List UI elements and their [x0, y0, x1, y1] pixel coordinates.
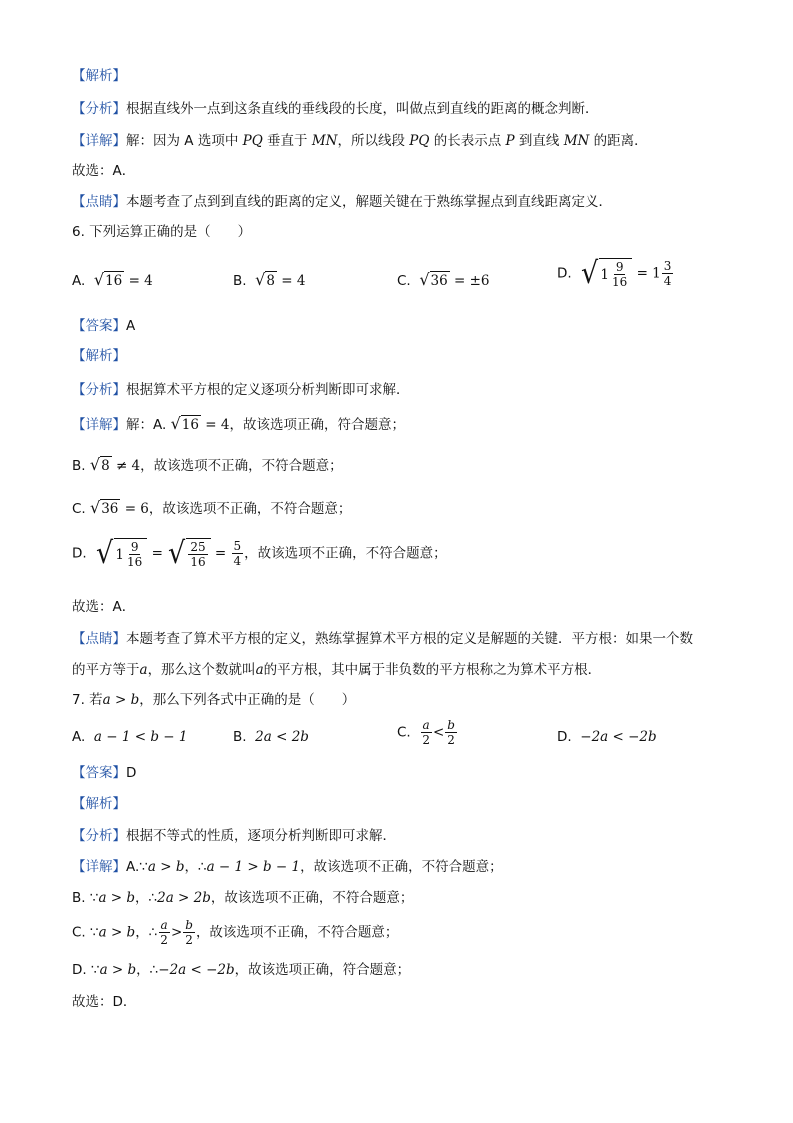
- q6-jiexi-heading: 【解析】: [72, 348, 126, 364]
- q6-dianjing-2: 的平方等于a，那么这个数就叫a的平方根，其中属于非负数的平方根称之为算术平方根．: [72, 662, 602, 678]
- q7-stem: 7. 若a > b，那么下列各式中正确的是（ ）: [72, 692, 356, 708]
- q6-stem: 6. 下列运算正确的是（ ）: [72, 224, 252, 240]
- q6-option-a: A. √16 = 4: [72, 270, 153, 289]
- q5-dianjing: 【点睛】本题考查了点到到直线的距离的定义，解题关键在于熟练掌握点到直线距离定义．: [72, 194, 612, 210]
- sqrt-sign: √: [419, 270, 430, 289]
- q6-option-b: B. √8 = 4: [233, 270, 306, 289]
- q7-option-b: B. 2a < 2b: [233, 729, 309, 745]
- sqrt-sign: √: [93, 270, 105, 289]
- q5-jiexi-heading: 【解析】: [72, 68, 126, 84]
- q7-fenxi: 【分析】根据不等式的性质，逐项分析判断即可求解．: [72, 828, 396, 844]
- q7-option-c: C. $\frac{a}{2}$ < $\frac{b}{2}$: [397, 718, 455, 747]
- q6-answer: 【答案】A: [72, 318, 136, 334]
- q7-detail-a: 【详解】A.∵a > b，∴a − 1 > b − 1，故该选项不正确，不符合题意；: [72, 859, 503, 875]
- q6-option-c: C. √36 = ±6: [397, 270, 490, 289]
- sqrt-sign: √: [255, 270, 266, 289]
- q7-detail-b: B. ∵a > b，∴2a > 2b，故该选项不正确，不符合题意；: [72, 890, 414, 906]
- q6-detail-c: C. √36 = 6，故该选项不正确，不符合题意；: [72, 498, 352, 517]
- q6-fenxi: 【分析】根据算术平方根的定义逐项分析判断即可求解．: [72, 382, 410, 398]
- q7-detail-c: C. ∵a > b，∴ $\frac{a}{2}$ > $\frac{b}{2}$ ，故该选项不正确，不符合题意；: [72, 918, 399, 947]
- q7-guxuan: 故选：D．: [72, 994, 137, 1010]
- q5-xiangjie: 【详解】解：因为 A 选项中 PQ 垂直于 MN，所以线段 PQ 的长表示点 P 到直线 MN 的距离．: [72, 133, 648, 149]
- sqrt-expression: √ 1 $\frac{9}{16}$: [580, 258, 632, 289]
- q6-dianjing-1: 【点睛】本题考查了算术平方根的定义，熟练掌握算术平方根的定义是解题的关键．平方根：如果一个数: [72, 631, 693, 647]
- q6-detail-a: 【详解】解：A. √16 = 4，故该选项正确，符合题意；: [72, 414, 405, 433]
- q6-detail-b: B. √8 ≠ 4，故该选项不正确，不符合题意；: [72, 455, 343, 474]
- q6-option-d: D. √ 1 $\frac{9}{16}$ = 1 $\frac{3}{4}$: [557, 255, 672, 291]
- q7-option-a: A. a − 1 < b − 1: [72, 729, 188, 745]
- q5-fenxi: 【分析】根据直线外一点到这条直线的垂线段的长度，叫做点到直线的距离的概念判断．: [72, 101, 599, 117]
- q6-guxuan: 故选：A．: [72, 599, 136, 615]
- q7-jiexi-heading: 【解析】: [72, 796, 126, 812]
- q5-guxuan: 故选：A．: [72, 163, 136, 179]
- q7-answer: 【答案】D: [72, 765, 137, 781]
- q7-detail-d: D. ∵a > b，∴−2a < −2b，故该选项正确，符合题意；: [72, 962, 411, 978]
- q6-detail-d: D. √ 1 $\frac{9}{16}$ = √ $\frac{25}{16}$ = $\frac{5}{4}$ ，故该选项不正确，不符合题意；: [72, 535, 447, 571]
- q7-option-d: D. −2a < −2b: [557, 729, 657, 745]
